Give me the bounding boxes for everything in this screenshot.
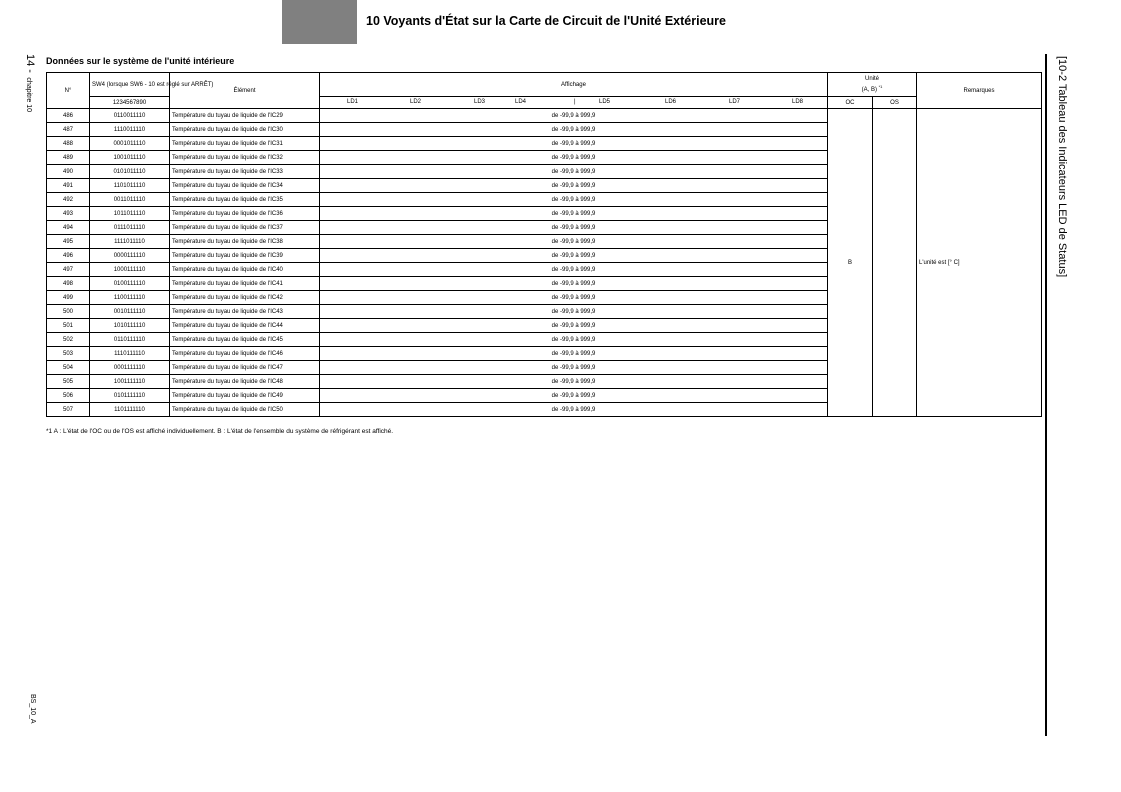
ld4-label: LD4 <box>515 99 527 105</box>
row-sw4-setting: 1111011110 <box>90 235 170 249</box>
header-element: Élément <box>170 73 320 109</box>
row-number: 491 <box>47 179 90 193</box>
row-element: Température du tuyau de liquide de l'IC42 <box>170 291 320 305</box>
ld5-label: LD5 <box>599 99 611 105</box>
row-element: Température du tuyau de liquide de l'IC29 <box>170 109 320 123</box>
row-element: Température du tuyau de liquide de l'IC43 <box>170 305 320 319</box>
header-ld-labels <box>320 97 828 109</box>
row-display-range: de -99,9 à 999,9 <box>320 263 828 277</box>
row-element: Température du tuyau de liquide de l'IC48 <box>170 375 320 389</box>
remarks-value: L'unité est [° C] <box>917 109 1042 417</box>
row-display-range: de -99,9 à 999,9 <box>320 109 828 123</box>
row-sw4-setting: 1100111110 <box>90 291 170 305</box>
row-sw4-setting: 0101011110 <box>90 165 170 179</box>
row-sw4-setting: 1101111110 <box>90 403 170 417</box>
row-display-range: de -99,9 à 999,9 <box>320 207 828 221</box>
table-row <box>47 109 1042 123</box>
row-sw4-setting: 1110111110 <box>90 347 170 361</box>
row-display-range: de -99,9 à 999,9 <box>320 347 828 361</box>
row-number: 505 <box>47 375 90 389</box>
row-sw4-setting: 0010111110 <box>90 305 170 319</box>
page-title: 10 Voyants d'État sur la Carte de Circuit de l'Unité Extérieure <box>366 14 726 28</box>
row-number: 500 <box>47 305 90 319</box>
row-sw4-setting: 0100111110 <box>90 277 170 291</box>
ld6-label: LD6 <box>665 99 677 105</box>
row-number: 488 <box>47 137 90 151</box>
header-sw4: SW4 (lorsque SW6 - 10 est réglé sur ARRÊT) <box>90 73 170 97</box>
title-accent-block <box>282 0 357 44</box>
chapter-label: chapitre 10 <box>25 77 32 113</box>
ld2-label: LD2 <box>410 99 422 105</box>
row-element: Température du tuyau de liquide de l'IC40 <box>170 263 320 277</box>
header-os: OS <box>873 97 917 109</box>
row-number: 502 <box>47 333 90 347</box>
row-sw4-setting: 0001111110 <box>90 361 170 375</box>
row-display-range: de -99,9 à 999,9 <box>320 333 828 347</box>
row-element: Température du tuyau de liquide de l'IC31 <box>170 137 320 151</box>
row-sw4-setting: 0110111110 <box>90 333 170 347</box>
row-element: Température du tuyau de liquide de l'IC44 <box>170 319 320 333</box>
row-element: Température du tuyau de liquide de l'IC45 <box>170 333 320 347</box>
row-sw4-setting: 0101111110 <box>90 389 170 403</box>
footnote: *1 A : L'état de l'OC ou de l'OS est affiché individuellement. B : L'état de l'ensemble du système de réfrigérant est affiché. <box>46 428 394 435</box>
header-no: N° <box>47 73 90 109</box>
row-sw4-setting: 1101011110 <box>90 179 170 193</box>
header-remarks: Remarques <box>917 73 1042 109</box>
unit-oc-value: B <box>828 109 873 417</box>
header-sw4-bits: 1234567890 <box>90 97 170 109</box>
row-element: Température du tuyau de liquide de l'IC38 <box>170 235 320 249</box>
row-number: 498 <box>47 277 90 291</box>
row-number: 497 <box>47 263 90 277</box>
row-display-range: de -99,9 à 999,9 <box>320 361 828 375</box>
row-sw4-setting: 0011011110 <box>90 193 170 207</box>
page-number: 14 - <box>24 54 36 73</box>
row-element: Température du tuyau de liquide de l'IC30 <box>170 123 320 137</box>
row-sw4-setting: 1000111110 <box>90 263 170 277</box>
row-display-range: de -99,9 à 999,9 <box>320 389 828 403</box>
table-header-row <box>47 73 1042 97</box>
row-display-range: de -99,9 à 999,9 <box>320 291 828 305</box>
row-sw4-setting: 1011011110 <box>90 207 170 221</box>
row-display-range: de -99,9 à 999,9 <box>320 221 828 235</box>
row-element: Température du tuyau de liquide de l'IC32 <box>170 151 320 165</box>
row-number: 499 <box>47 291 90 305</box>
row-number: 501 <box>47 319 90 333</box>
row-sw4-setting: 1001011110 <box>90 151 170 165</box>
row-display-range: de -99,9 à 999,9 <box>320 375 828 389</box>
row-element: Température du tuyau de liquide de l'IC33 <box>170 165 320 179</box>
row-element: Température du tuyau de liquide de l'IC41 <box>170 277 320 291</box>
row-display-range: de -99,9 à 999,9 <box>320 305 828 319</box>
row-element: Température du tuyau de liquide de l'IC46 <box>170 347 320 361</box>
row-sw4-setting: 0110011110 <box>90 109 170 123</box>
row-number: 494 <box>47 221 90 235</box>
ld3-label: LD3 <box>474 99 486 105</box>
row-number: 507 <box>47 403 90 417</box>
row-element: Température du tuyau de liquide de l'IC37 <box>170 221 320 235</box>
row-display-range: de -99,9 à 999,9 <box>320 151 828 165</box>
header-oc: OC <box>828 97 873 109</box>
row-number: 495 <box>47 235 90 249</box>
led-data-table <box>46 72 1042 417</box>
row-number: 487 <box>47 123 90 137</box>
row-element: Température du tuyau de liquide de l'IC34 <box>170 179 320 193</box>
row-sw4-setting: 1001111110 <box>90 375 170 389</box>
row-sw4-setting: 0111011110 <box>90 221 170 235</box>
row-display-range: de -99,9 à 999,9 <box>320 137 828 151</box>
row-display-range: de -99,9 à 999,9 <box>320 165 828 179</box>
row-number: 506 <box>47 389 90 403</box>
row-number: 490 <box>47 165 90 179</box>
row-element: Température du tuyau de liquide de l'IC36 <box>170 207 320 221</box>
row-sw4-setting: 1110011110 <box>90 123 170 137</box>
row-number: 504 <box>47 361 90 375</box>
row-number: 489 <box>47 151 90 165</box>
row-number: 493 <box>47 207 90 221</box>
ld1-label: LD1 <box>347 99 359 105</box>
document-code: BS_10_A <box>29 694 36 724</box>
row-number: 503 <box>47 347 90 361</box>
table-body <box>47 109 1042 417</box>
row-element: Température du tuyau de liquide de l'IC39 <box>170 249 320 263</box>
row-number: 496 <box>47 249 90 263</box>
row-element: Température du tuyau de liquide de l'IC49 <box>170 389 320 403</box>
row-display-range: de -99,9 à 999,9 <box>320 277 828 291</box>
ld8-label: LD8 <box>792 99 804 105</box>
header-display: Affichage <box>320 73 828 97</box>
header-unit-sub: (A, B) $^{*1}$ <box>861 84 883 93</box>
row-element: Température du tuyau de liquide de l'IC50 <box>170 403 320 417</box>
row-sw4-setting: 0001011110 <box>90 137 170 151</box>
row-sw4-setting: 0000111110 <box>90 249 170 263</box>
row-element: Température du tuyau de liquide de l'IC47 <box>170 361 320 375</box>
row-sw4-setting: 1010111110 <box>90 319 170 333</box>
row-display-range: de -99,9 à 999,9 <box>320 403 828 417</box>
right-margin-label: [10-2 Tableau des Indicateurs LED de Status] <box>1056 56 1068 278</box>
row-display-range: de -99,9 à 999,9 <box>320 319 828 333</box>
row-display-range: de -99,9 à 999,9 <box>320 123 828 137</box>
header-unit <box>828 73 917 97</box>
row-number: 486 <box>47 109 90 123</box>
right-margin-rule <box>1045 54 1047 736</box>
row-display-range: de -99,9 à 999,9 <box>320 235 828 249</box>
left-margin-label <box>22 54 40 112</box>
section-title: Données sur le système de l'unité intérieure <box>46 56 235 66</box>
row-display-range: de -99,9 à 999,9 <box>320 249 828 263</box>
row-display-range: de -99,9 à 999,9 <box>320 179 828 193</box>
footnote-marker: *1 <box>878 84 883 89</box>
header-unit-label: Unité <box>865 76 880 82</box>
row-display-range: de -99,9 à 999,9 <box>320 193 828 207</box>
ld7-label: LD7 <box>729 99 741 105</box>
unit-os-value <box>873 109 917 417</box>
row-number: 492 <box>47 193 90 207</box>
row-element: Température du tuyau de liquide de l'IC35 <box>170 193 320 207</box>
ld-separator: | <box>574 99 576 105</box>
